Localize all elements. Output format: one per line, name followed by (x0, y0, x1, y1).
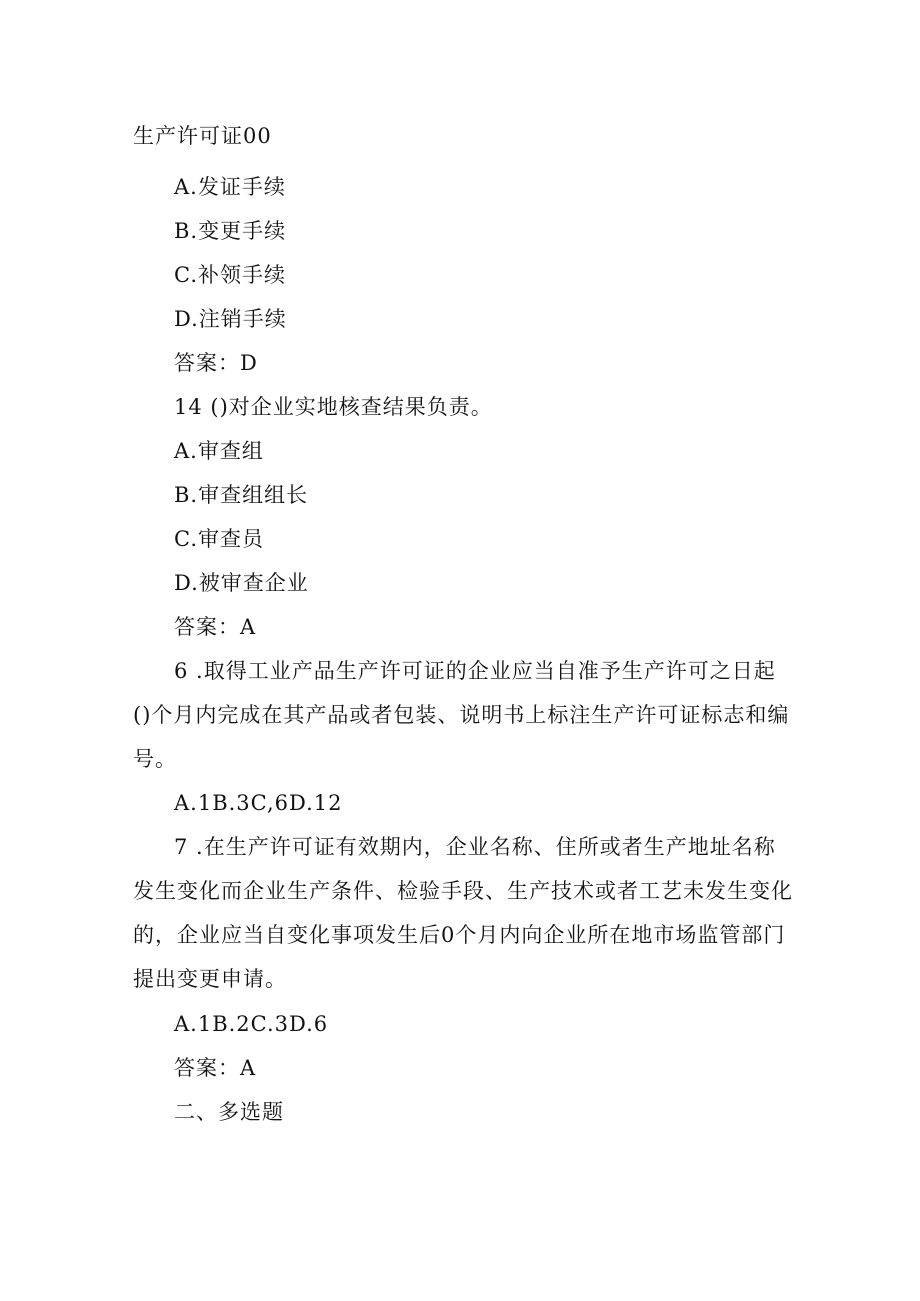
answer-line: 答案：A (174, 1056, 257, 1080)
option-line: D.被审查企业 (174, 571, 309, 595)
text-line: 生产许可证00 (133, 124, 272, 148)
option-line: C.补领手续 (174, 263, 286, 287)
option-line: C.审查员 (174, 527, 264, 551)
answer-line: 答案：A (174, 615, 257, 639)
question-line: 14 ()对企业实地核查结果负责。 (174, 395, 493, 419)
option-line: A.1B.2C.3D.6 (174, 1012, 329, 1036)
question-paragraph: 6 .取得工业产品生产许可证的企业应当自准予生产许可之日起()个月内完成在其产品或者包装、说明书上标注生产许可证标志和编号。 (133, 659, 790, 771)
option-line: B.变更手续 (174, 219, 287, 243)
option-line: A.审查组 (174, 439, 264, 463)
option-line: A.1B.3C,6D.12 (174, 791, 343, 815)
answer-line: 答案：D (174, 351, 258, 375)
option-line: D.注销手续 (174, 307, 287, 331)
option-line: A.发证手续 (174, 175, 286, 199)
question-paragraph: 7 .在生产许可证有效期内，企业名称、住所或者生产地址名称发生变化而企业生产条件、检验手段、生产技术或者工艺未发生变化的，企业应当自变化事项发生后0个月内向企业所在地市场监管部门提出变更申请。 (133, 835, 793, 991)
option-line: B.审查组组长 (174, 483, 309, 507)
section-heading: 二、多选题 (174, 1100, 284, 1124)
